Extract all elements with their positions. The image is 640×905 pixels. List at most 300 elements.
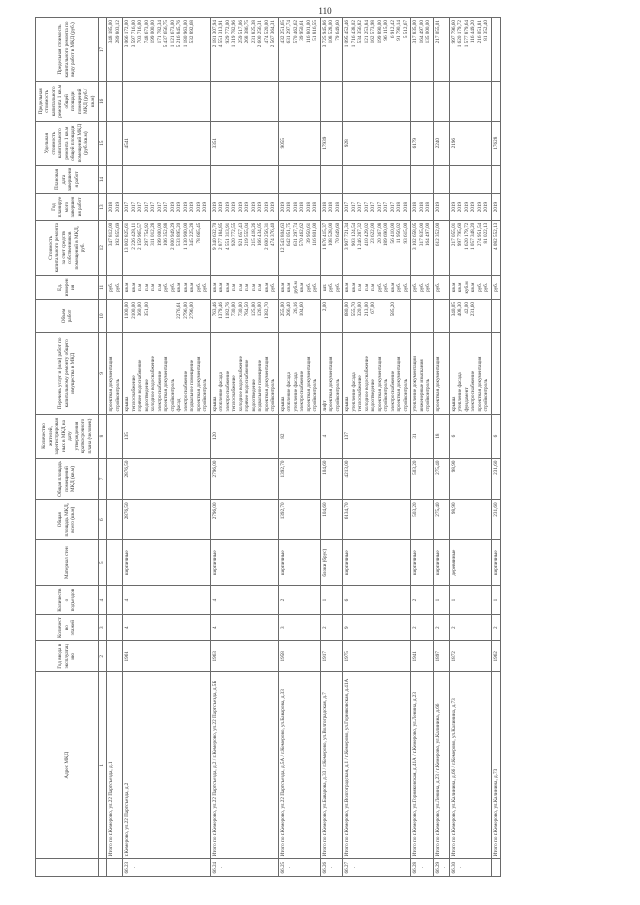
cell-line: 4 551 313,91 [218, 20, 224, 48]
cell-text: 2240 [434, 137, 441, 149]
cell-text: 1958 [279, 651, 286, 662]
residents-cell [343, 414, 411, 458]
cell-line: 2018 [402, 201, 409, 213]
table-row [320, 18, 343, 877]
cell-text: 104,60 [321, 502, 328, 517]
cell-line: водоотведение [143, 379, 150, 412]
spec-cost-cell [449, 121, 491, 165]
cell-line: 2 159 965,57 [137, 222, 143, 250]
cell-line: 534 356,82 [357, 20, 363, 44]
cell-line: 2019 [463, 201, 470, 213]
cell-text: Итого по г.Кемерово, ул.Горняковская, д.41А / г.Кемерово, ул.Ленина, д.23 [412, 692, 418, 857]
plan-date-cell [123, 165, 211, 194]
cell-line [312, 302, 319, 330]
cell-line: кв.м [263, 282, 270, 293]
plan-year-cell [449, 194, 491, 220]
cell-line: 2017 [389, 201, 396, 213]
area-rooms-cell [107, 458, 123, 500]
cell-line: 81 022,13 [483, 222, 489, 244]
year-cell [320, 641, 343, 672]
year-cell [491, 641, 501, 672]
address-cell [343, 672, 411, 859]
walls-cell [210, 540, 278, 586]
area-total-cell [107, 500, 123, 540]
address-cell [411, 672, 434, 859]
limit-cost-cell [411, 82, 434, 122]
cell-line [270, 302, 277, 330]
page-number: 110 [318, 6, 332, 16]
cell-line: кв.м [279, 282, 286, 293]
cell-line: 2 000 949,29 [169, 222, 176, 250]
cell-line: крыша [124, 396, 130, 412]
works-cell [210, 333, 278, 414]
cell-line: горячее водоснабжение [137, 359, 143, 412]
cell-text: 9055 [279, 137, 286, 149]
table-row [278, 18, 320, 877]
cell-line: 311 012,28 [150, 222, 156, 246]
cell-line: 2019 [257, 201, 263, 213]
cell-text: 120 [211, 432, 218, 440]
walls-cell [491, 540, 501, 586]
cell-line: 116 801,00 [305, 20, 312, 44]
cell-line: 347 812,00 [108, 222, 114, 247]
volume-cell [320, 300, 343, 333]
header-cell: Год ввода в эксплуатацию [36, 641, 99, 672]
cell-line: 3 597 716,00 [130, 20, 137, 48]
cell-line: 2018 [286, 201, 292, 213]
unit-cell [433, 275, 449, 299]
cell-line: 213,00 [363, 302, 370, 317]
cell-text: 98,90 [450, 502, 457, 515]
cell-line: 1 130 900,00 [182, 222, 189, 250]
plan-date-cell [210, 165, 278, 194]
cell-line: 2 181 307,94 [211, 20, 218, 48]
cell-line: 997 796,60 [450, 20, 457, 44]
cell-line: 162 573,98 [370, 20, 376, 44]
cell-text: 104,60 [321, 460, 328, 475]
cell-line: 680,00 [344, 302, 350, 317]
row-index-cell [107, 859, 123, 877]
cell-line: 1100,00 [124, 302, 130, 319]
cell-line: 108 528,00 [328, 222, 334, 247]
row-index-cell [491, 859, 501, 877]
cell-line: 2018 [334, 201, 341, 213]
area-total-cell [320, 500, 343, 540]
spec-cost-cell [411, 121, 434, 165]
cell-line: 96 115,00 [383, 20, 389, 41]
cell-text: кирпичные [412, 550, 418, 575]
header-cell: Общая площадь помещений МКД (кв.м) [36, 458, 99, 500]
floors-cell [320, 614, 343, 640]
cell-line: 2017 [130, 201, 137, 213]
plan-date-cell [343, 165, 411, 194]
cell-line: 2 600 256,31 [263, 222, 270, 250]
cell-line: 348 185,00 [108, 20, 114, 44]
cell-line: 2 226 428,11 [130, 222, 137, 250]
cell-text: 98,90 [450, 460, 457, 473]
cell-line: 121 253,84 [363, 20, 370, 44]
table-body [107, 18, 501, 877]
cell-line: 104,60 [299, 302, 305, 317]
area-rooms-cell [278, 458, 320, 500]
cell-text: 1 [321, 598, 328, 602]
cell-line: проектная документация [476, 356, 483, 412]
cell-line: 192 855,69 [114, 222, 121, 247]
area-rooms-cell [210, 458, 278, 500]
cell-line: руб. [334, 282, 341, 292]
plan-year-cell [433, 194, 449, 220]
cell-line [425, 302, 432, 330]
area-total-cell [491, 500, 501, 540]
cell-line: 78 665,45 [195, 222, 202, 244]
limit-cost-cell [107, 82, 123, 122]
limit-work-cell [107, 18, 123, 82]
floors-cell [449, 614, 491, 640]
residents-cell [320, 414, 343, 458]
cell-line: 555,70 [350, 302, 357, 317]
cell-line: руб. [396, 282, 402, 292]
cell-text: кирпичные [434, 550, 441, 575]
cell-line: 39 950,61 [299, 20, 305, 41]
plan-date-cell [107, 165, 123, 194]
cell-line: 2017 [383, 201, 389, 213]
cell-line: стройконтроль [425, 378, 431, 412]
plan-year-cell [210, 194, 278, 220]
cell-line: руб. [383, 282, 389, 292]
cell-line: 1382,70 [263, 302, 270, 319]
cell-line: 268 386,75 [244, 20, 250, 44]
cell-line: 1182,76 [224, 302, 231, 319]
cell-line: водоотведение [370, 379, 376, 412]
cell-line: теплоснабжение [357, 375, 363, 412]
address-cell [278, 672, 320, 859]
cell-line: 4 551 313,91 [224, 222, 231, 250]
cell-line: 231,60 [470, 302, 476, 317]
cell-line: кв.м [344, 282, 350, 293]
cell-line: руб. [169, 282, 176, 292]
works-cell [123, 333, 211, 414]
column-number-cell: 11 [99, 275, 107, 299]
cell-line: 164 497,00 [418, 20, 425, 44]
cell-text: 66.23. [124, 861, 137, 874]
column-number-cell: 9 [99, 333, 107, 414]
area-total-cell [343, 500, 411, 540]
cell-line: 533 895,20 [176, 222, 182, 247]
cell-line: проектная документация [376, 356, 383, 412]
cell-line: 2017 [156, 201, 163, 213]
row-index-cell [210, 859, 278, 877]
cell-line: холодное водоснабжение [237, 356, 244, 412]
table-row [107, 18, 123, 877]
cell-line: куб.м [463, 281, 470, 294]
cell-line: 2019 [470, 201, 476, 213]
cell-line [202, 20, 209, 79]
cost-cell [123, 220, 211, 275]
plan-date-cell [320, 165, 343, 194]
volume-cell [123, 300, 211, 333]
cell-text: 2196 [450, 137, 457, 149]
cell-line: 5 216 845,76 [176, 20, 182, 48]
header-cell: Адрес МКД [36, 672, 99, 859]
cell-line: кв.м [124, 282, 130, 293]
cell-line: 2796,00 [189, 302, 195, 319]
cell-line: руб. [270, 282, 276, 292]
cell-text: 928 [344, 139, 350, 148]
cell-line: 255,00 [279, 302, 286, 317]
cell-text: 66.24. [211, 861, 224, 874]
header-cell: Год планируемого завершения работ [36, 194, 99, 220]
cost-cell [491, 220, 501, 275]
limit-work-cell [411, 18, 434, 82]
table-row [411, 18, 434, 877]
cell-line: 199 000,00 [156, 222, 163, 247]
cell-line: 410 429,02 [363, 222, 370, 247]
column-number-cell: 15 [99, 121, 107, 165]
spec-cost-cell [210, 121, 278, 165]
cell-line: крыша [211, 396, 218, 412]
area-total-cell [449, 500, 491, 540]
entrances-cell [107, 586, 123, 615]
header-cell: Количество жителей, зарегистрированных в МКД на дату утверждения краткосрочного плана (человек) [36, 414, 99, 458]
residents-cell [107, 414, 123, 458]
header-cell: Предельная стоимость капитального ремонта по виду работ в МКД (руб.) [36, 18, 99, 82]
cost-cell [433, 220, 449, 275]
column-number-cell: 16 [99, 82, 107, 122]
cell-line: кв.м [350, 282, 357, 293]
cell-line: 2018 [299, 201, 305, 213]
cell-line: руб. [328, 282, 334, 292]
cell-line: проектная документация [328, 356, 334, 412]
cell-line: шт. [321, 283, 328, 291]
cell-text: 2 [321, 626, 328, 629]
cell-line: 408,30 [457, 302, 463, 317]
cell-line: 91 790,14 [396, 20, 402, 41]
works-cell [491, 333, 501, 414]
cell-line: 2019 [450, 201, 457, 213]
area-total-cell [123, 500, 211, 540]
header-cell: Предельная стоимость капитального ремонта 1 кв.м общей площади помещений МКД (руб./кв.м) [36, 82, 99, 122]
walls-cell [107, 540, 123, 586]
cell-line: проектная документация [263, 356, 270, 412]
area-rooms-cell [320, 458, 343, 500]
cell-text: 18 [434, 433, 441, 439]
cell-text: 6 [492, 434, 499, 438]
cell-text: 2796,00 [211, 460, 218, 478]
unit-cell [123, 275, 211, 299]
cell-text: 231,60 [492, 502, 499, 517]
cell-line: руб. [305, 282, 312, 292]
cell-line: 215 418,26 [250, 222, 257, 247]
cell-line: 2017 [344, 201, 350, 213]
floors-cell [210, 614, 278, 640]
limit-work-cell [433, 18, 449, 82]
row-index-cell [343, 859, 411, 877]
cell-line: 26,16 [292, 302, 299, 314]
cell-text: 1963 [211, 651, 218, 662]
cell-line: 2 877 184,85 [218, 222, 224, 250]
cell-line: 2019 [202, 201, 208, 213]
cell-line: 189 690,00 [383, 222, 389, 247]
residents-cell [449, 414, 491, 458]
cell-line: подвальное помещение [257, 359, 263, 412]
floors-cell [123, 614, 211, 640]
cell-line [202, 302, 209, 330]
cell-line: руб. [483, 282, 489, 292]
address-cell [107, 672, 123, 859]
cell-text: 275,40 [434, 502, 441, 517]
cell-line: 3 907 721,34 [344, 222, 350, 250]
cell-line [435, 302, 442, 330]
cell-line: проектная документация [195, 356, 202, 412]
plan-year-cell [411, 194, 434, 220]
walls-cell [278, 540, 320, 586]
area-total-cell [210, 500, 278, 540]
cell-line: руб. [425, 282, 431, 292]
limit-cost-cell [210, 82, 278, 122]
cell-line: 703 716,00 [137, 20, 143, 44]
cell-line: 289 803,12 [114, 20, 121, 44]
entrances-cell [343, 586, 411, 615]
cell-text: 66.25. [279, 861, 292, 874]
unit-cell [343, 275, 411, 299]
address-cell [123, 672, 211, 859]
cell-line: 23 622,00 [370, 222, 376, 244]
entrances-cell [320, 586, 343, 615]
column-number-cell: 3 [99, 614, 107, 640]
area-rooms-cell [449, 458, 491, 500]
cell-line: 199 000,00 [150, 20, 156, 44]
limit-cost-cell [343, 82, 411, 122]
limit-work-cell [210, 18, 278, 82]
cell-line: руб. [312, 282, 318, 292]
walls-cell [433, 540, 449, 586]
works-cell [320, 333, 343, 414]
volume-cell [411, 300, 434, 333]
walls-cell [411, 540, 434, 586]
header-cell: Материал стен [36, 540, 99, 586]
table-row [210, 18, 278, 877]
cell-text: 17628 [492, 136, 499, 150]
cell-line: п.м [237, 283, 244, 292]
column-number-cell: 7 [99, 458, 107, 500]
cell-line: 1 121 673,00 [169, 20, 176, 48]
limit-work-cell [491, 18, 501, 82]
cell-text: 1961 [124, 651, 130, 662]
cell-line: 1 057 348,20 [470, 222, 476, 250]
cell-line: стройконтроль [334, 378, 341, 412]
floors-cell [433, 614, 449, 640]
cell-line: 2019 [476, 201, 483, 213]
cell-line: 2017 [363, 201, 370, 213]
cell-line: проектная документация [396, 356, 402, 412]
floors-cell [343, 614, 411, 640]
cell-line: 2018 [412, 201, 418, 213]
cell-line: отопление фасада [218, 372, 224, 412]
limit-work-cell [320, 18, 343, 82]
cell-line: 1379,46 [218, 302, 224, 319]
works-cell [411, 333, 434, 414]
row-index-cell [123, 859, 211, 877]
table-row [343, 18, 411, 877]
cell-line: кв.м [176, 282, 182, 293]
rotated-table-sheet [35, 17, 605, 877]
cell-line: 274 951,54 [476, 222, 483, 247]
cell-line: 2019 [250, 201, 257, 213]
cell-line: 2100,00 [130, 302, 137, 319]
unit-cell [278, 275, 320, 299]
cell-line: 106 352,88 [163, 222, 169, 247]
year-cell [107, 641, 123, 672]
cell-line: 2019 [231, 201, 237, 213]
cell-line: руб. [163, 282, 169, 292]
cell-text: Итого по г.Кемерово, ул.Баварова, д.33 / г.Кемерово, ул.Волгоградская, д.7 [321, 692, 328, 857]
year-cell [433, 641, 449, 672]
works-cell [343, 333, 411, 414]
walls-cell [123, 540, 211, 586]
volume-cell [107, 300, 123, 333]
cell-text: Итого по г.Кемерово, ул.Ленина, д.23 / г.Кемерово, ул.Калинина, д.66 [434, 703, 441, 857]
cell-line: отопление фасада [286, 372, 292, 412]
cell-line: проектная документация [305, 356, 312, 412]
cell-text: 6179 [412, 137, 418, 149]
cell-line: теплоснабжение [130, 375, 137, 412]
cell-text: 6 [344, 598, 350, 602]
cell-line: стройконтроль [312, 378, 318, 412]
cell-line: стройконтроль [202, 378, 208, 412]
cell-line: кв.м [182, 282, 189, 293]
cell-text: Итого по г.Кемерово, ул.22 Партсъезда, д.2 / г.Кемерово, ул.22 Партсъезда, д.5Б [211, 680, 218, 857]
spec-cost-cell [320, 121, 343, 165]
cell-line: 2019 [182, 201, 189, 213]
cell-line: 5 512,67 [402, 20, 409, 39]
walls-cell [343, 540, 411, 586]
cell-text: 66.28. [412, 861, 425, 874]
area-total-cell [278, 500, 320, 540]
cell-line: кв.м [299, 282, 305, 293]
cell-line: утепление фасада [350, 372, 357, 412]
cell-line: 166 434,05 [257, 222, 263, 247]
cell-line: 11 956,02 [396, 222, 402, 244]
cost-cell [107, 220, 123, 275]
cell-line: 1 577 879,64 [463, 20, 470, 48]
plan-date-cell [449, 165, 491, 194]
cell-line: фундамент [463, 387, 470, 412]
cell-line: п.м [137, 283, 143, 292]
cell-text: 4541 [124, 137, 130, 149]
row-index-cell [320, 859, 343, 877]
cell-text: 1392,70 [279, 460, 286, 478]
table-row [449, 18, 491, 877]
cell-line: 2019 [483, 201, 489, 213]
cell-line: 116 449,20 [470, 20, 476, 44]
limit-work-cell [123, 18, 211, 82]
cell-line: 266,40 [286, 302, 292, 317]
unit-cell [320, 275, 343, 299]
unit-cell [411, 275, 434, 299]
column-number-cell: 5 [99, 540, 107, 586]
header-cell: Плановая дата завершения работ [36, 165, 99, 194]
volume-cell [210, 300, 278, 333]
plan-date-cell [278, 165, 320, 194]
cell-line: утепление фасада [292, 372, 299, 412]
cell-line: 2019 [218, 201, 224, 213]
cell-line: 612 352,00 [434, 222, 441, 247]
cell-text: Итого по г.Кемерово, ул.22 Партсъезда, д.5А / г.Кемерово, ул.Баварова, д.33 [279, 689, 286, 857]
cell-line: 2017 [376, 201, 383, 213]
cell-line: 2018 [396, 201, 402, 213]
cell-line: 9 340 632,70 [211, 222, 218, 250]
cell-line: кв.м [457, 282, 463, 293]
